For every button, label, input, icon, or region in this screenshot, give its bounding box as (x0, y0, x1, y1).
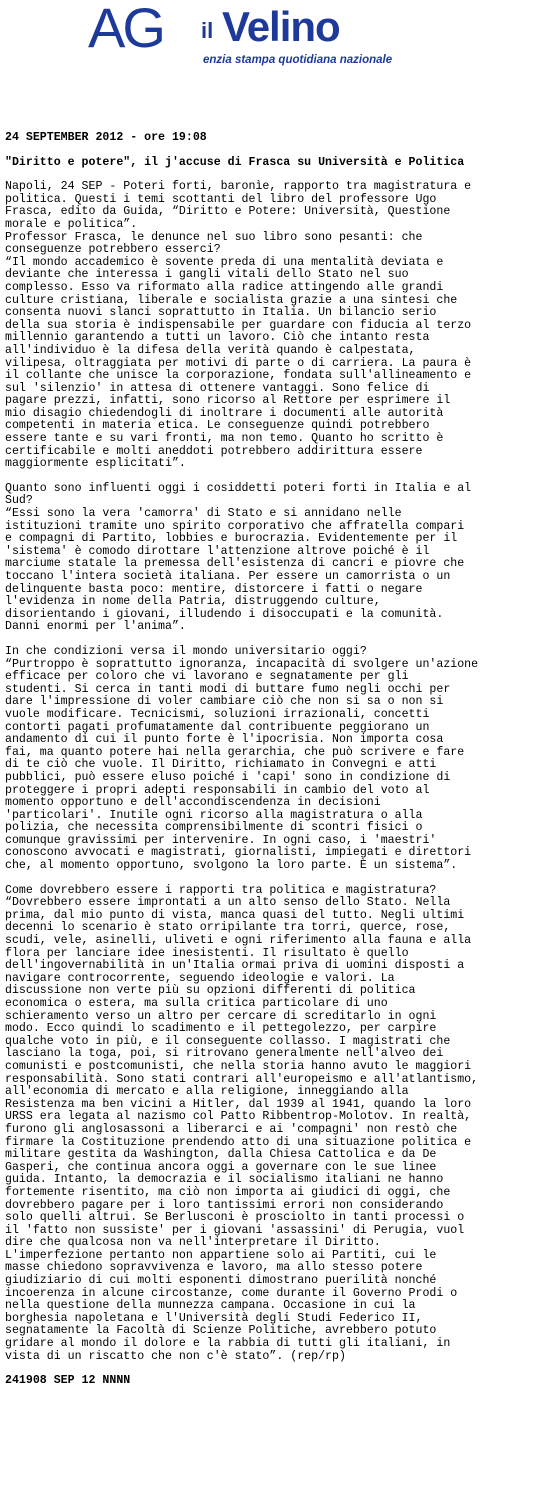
paragraph-line: nella questione della munnezza campana. Occasione in cui la (5, 1299, 416, 1313)
paragraph-line: disorientando i giovani, illudendo i disoccupati e la comunità. (5, 607, 444, 621)
paragraph-line: “Essi sono la vera 'camorra' di Stato e si annidano nelle (5, 507, 402, 521)
logo-velino-text: Velino (222, 3, 340, 50)
paragraph-line: momento opportuno e dell'accondiscendenza in decisioni (5, 796, 381, 810)
paragraph-line: millennio garantendo a tutti un lavoro. Ciò che intanto resta (5, 331, 430, 345)
paragraph-line: delinquente basta poco: mentire, distorcere i fatti o negare (5, 582, 423, 596)
paragraph-line: toccano l'intera società italiana. Per essere un camorrista o un (5, 570, 451, 583)
article-body (5, 181, 531, 1363)
article-dateline: 24 SEPTEMBER 2012 - ore 19:08 (5, 131, 207, 144)
paragraph-line: essere tante e su vari fronti, ma non temo. Quanto ho scritto è (5, 432, 444, 446)
paragraph-line: militare gestita da Washington, dalla Chiesa Cattolica e da De (5, 1148, 437, 1162)
paragraph-line: “Dovrebbero essere improntati a un alto senso dello Stato. Nella (5, 896, 451, 910)
paragraph-line: modo. Ecco quindi lo scadimento e il pettegolezzo, per carpire (5, 1022, 437, 1036)
paragraph-line: conseguenze potrebbero esserci? (5, 243, 221, 257)
paragraph-line: discussione non verte più su opzioni differenti di politica (5, 984, 416, 998)
paragraph-line: consenta nuovi slanci soprattutto in Italia. Un bilancio serio (5, 306, 437, 320)
paragraph-line: L'imperfezione pertanto non appartiene solo ai Partiti, cui le (5, 1248, 437, 1262)
paragraph-line: giudiziario di cui molti esponenti dimostrano puerilità nonché (5, 1274, 437, 1288)
paragraph-line: Danni enormi per l'anima”. (5, 620, 186, 634)
paragraph-line: pagare prezzi, infatti, sono ricorso al Rettore per esprimere il (5, 394, 451, 408)
paragraph-line: incoerenza in alcune circostanze, come durante il Governo Prodi o (5, 1286, 458, 1300)
paragraph-line: competenti in materia etica. Le conseguenze quindi potrebbero (5, 419, 430, 433)
paragraph-line: il 'fatto non sussiste' per i giovani 'assassini' di Perugia, vuol (5, 1223, 465, 1237)
paragraph-line: efficace per coloro che vi lavorano e segnatamente per gli (5, 670, 409, 684)
paragraph-line: dell'ingovernabilità in un'Italia ormai priva di uomini disposti a (5, 959, 465, 973)
paragraph-line: comunisti e postcomunisti, che nella storia hanno avuto le maggiori (5, 1059, 472, 1073)
paragraph-line: decenni lo scenario è stato orripilante tra torri, querce, rose, (5, 921, 451, 935)
paragraph-line: lasciano la toga, poi, si ritrovano generalmente nell'alveo dei (5, 1047, 444, 1061)
paragraph-line: pubblici, può essere eluso poiché i 'capi' sono in condizione di (5, 770, 451, 784)
paragraph-line: conoscono avvocati e magistrati, giornalisti, impiegati e direttori (5, 846, 472, 860)
paragraph-line: polizia, che necessita comprensibilmente di scontri fisici o (5, 821, 423, 835)
paragraph-line: vilipesa, oltraggiata per motivi di parte o di carriera. La paura è (5, 356, 472, 370)
paragraph-line: l'evidenza in nome della Patria, distruggendo culture, (5, 595, 381, 609)
paragraph-line: contorti pagati profumatamente dal contribuente peggiorano un (5, 720, 430, 734)
paragraph-line: complesso. Esso va riformato alla radice attingendo alle grandi (5, 280, 444, 294)
paragraph-line: dare l'impressione di voler cambiare ciò che non si sa o non si (5, 695, 444, 709)
paragraph-line: Resistenza ma ben vicini a Hitler, dal 1939 al 1941, quando la loro (5, 1097, 472, 1111)
paragraph-line: il collante che unisce la corporazione, fondata sull'allineamento e (5, 369, 472, 383)
paragraph-line: comunque gravissimi per intervenire. In ogni caso, i 'maestri' (5, 833, 437, 847)
paragraph-line: Professor Frasca, le denunce nel suo libro sono pesanti: che (5, 230, 423, 244)
paragraph-line: URSS era legata al nazismo col Patto Ribbentrop-Molotov. In realtà, (5, 1110, 472, 1124)
article-title: "Diritto e potere", il j'accuse di Frasca su Università e Politica (5, 155, 465, 169)
paragraph-line: e compagni di Partito, lobbies e burocrazia. Evidentemente per il (5, 532, 458, 546)
paragraph-line: istituzioni tramite uno spirito corporativo che affratella compari (5, 519, 465, 533)
paragraph-line: all'economia di mercato e alla religione, inneggiando alla (5, 1085, 409, 1099)
paragraph-line: fai, ma quanto potere hai nella gerarchia, che può scrivere e fare (5, 745, 465, 759)
paragraph-line: dire che qualcosa non va nell'interpretare il Diritto. (5, 1236, 381, 1250)
paragraph-line: mio disagio chiedendogli di inoltrare i documenti alle autorità (5, 406, 444, 420)
paragraph-line: economica o estera, ma sulla critica particolare di uno (5, 997, 388, 1010)
paragraph-line: proteggere i propri adepti responsabili in cambio del voto al (5, 783, 430, 797)
paragraph-line: della sua storia è indispensabile per guardare con fiducia al terzo (5, 318, 472, 332)
paragraph-line: qualche voto in più, e il conseguente collasso. I magistrati che (5, 1034, 451, 1048)
paragraph-line: certificabile e molti aneddoti potrebbero addirittura essere (5, 444, 423, 458)
paragraph-line: gridare al mondo il dolore e la rabbia di tutti gli italiani, in (5, 1337, 451, 1351)
paragraph-line: all'individuo è la difesa della verità quando è calpestata, (5, 343, 416, 357)
paragraph-line: furono gli anglosassoni a liberarci e ai 'compagni' non restò che (5, 1122, 458, 1136)
paragraph-line: prima, dal mio punto di vista, manca quasi del tutto. Negli ultimi (5, 908, 465, 922)
paragraph-line: che, al momento opportuno, svolgono la loro parte. È un sistema”. (5, 859, 458, 873)
paragraph-line: maggiormente esplicitati”. (5, 457, 186, 471)
paragraph-line: andamento di cui il punto forte è l'ipocrisia. Non importa cosa (5, 733, 444, 747)
paragraph-line: scudi, vele, asinelli, uliveti e ogni riferimento alla fauna e alla (5, 934, 472, 948)
paragraph-line: di te ciò che vuole. Il Diritto, richiamato in Convegni e atti (5, 758, 437, 772)
article-paragraph (5, 885, 531, 1364)
paragraph-line: Sud? (5, 494, 33, 508)
article-paragraph (5, 646, 531, 873)
paragraph-line: In che condizioni versa il mondo universitario oggi? (5, 644, 367, 658)
logo-il-text: il (201, 18, 214, 43)
paragraph-line: 'sistema' è comodo dirottare l'attenzione altrove poiché è il (5, 544, 430, 558)
paragraph-line: navigare controcorrente, seguendo ideologie e valori. La (5, 971, 395, 985)
paragraph-line: morale e politica”. (5, 217, 138, 231)
paragraph-line: politica. Questi i temi scottanti del libro del professore Ugo (5, 192, 437, 206)
paragraph-line: sul 'silenzio' in attesa di ottenere vantaggi. Sono felice di (5, 381, 430, 395)
paragraph-line: dovrebbero pagare per i loro tantissimi errori non considerando (5, 1198, 444, 1212)
paragraph-line: “Purtroppo è soprattutto ignoranza, incapacità di svolgere un'azione (5, 657, 479, 671)
paragraph-line: Napoli, 24 SEP - Poteri forti, baronìe, rapporto tra magistratura e (5, 180, 472, 194)
paragraph-line: Quanto sono influenti oggi i cosiddetti poteri forti in Italia e al (5, 481, 472, 495)
logo-tagline: enzia stampa quotidiana nazionale (203, 54, 393, 66)
agenzia-logo (88, 0, 428, 72)
paragraph-line: solo quelli altrui. Se Berlusconi è prosciolto in tanti processi o (5, 1211, 465, 1225)
paragraph-line: culture cristiana, liberale e socialista grazie a una sintesi che (5, 293, 458, 307)
article-paragraph (5, 483, 531, 634)
paragraph-line: guida. Intanto, la democrazia e il socialismo italiani ne hanno (5, 1173, 444, 1187)
paragraph-line: 'particolari'. Inutile ogni ricorso alla magistratura o alla (5, 808, 423, 822)
paragraph-line: borghesia napoletana e l'Università degli Studi Federico II, (5, 1311, 423, 1325)
paragraph-line: vista di un riscatto che non c'è stato”. (rep/rp) (5, 1349, 346, 1363)
paragraph-line: fortemente risentito, ma ciò non importa ai giudici di oggi, che (5, 1185, 451, 1199)
paragraph-line: marciume statale la premessa dell'esistenza di cancri e piovre che (5, 557, 465, 571)
paragraph-line: masse chiedono sopravvivenza e lavoro, ma allo stesso potere (5, 1261, 423, 1275)
logo-ag-text: AG (88, 0, 163, 59)
article-footer-code: 241908 SEP 12 NNNN (5, 1374, 131, 1388)
paragraph-line: deviante che interessa i gangli vitali dello Stato nel suo (5, 268, 409, 282)
article (5, 132, 531, 1388)
paragraph-line: flora per lanciare idee inesistenti. Il risultato è quello (5, 946, 409, 960)
paragraph-line: responsabilità. Sono stati contrari all'europeismo e all'atlantismo, (5, 1072, 479, 1086)
paragraph-line: firmare la Costituzione prendendo atto di una situazione politica e (5, 1135, 472, 1149)
paragraph-line: schieramento verso un altro per cercare di screditarlo in ogni (5, 1009, 437, 1023)
paragraph-line: studenti. Si cerca in tanti modi di buttare fumo negli occhi per (5, 682, 451, 696)
paragraph-line: Come dovrebbero essere i rapporti tra politica e magistratura? (5, 883, 437, 897)
article-paragraph (5, 181, 531, 471)
paragraph-line: “Il mondo accademico è sovente preda di una mentalità deviata e (5, 255, 444, 269)
paragraph-line: Frasca, edito da Guida, “Diritto e Potere: Università, Questione (5, 205, 451, 219)
paragraph-line: vuole modificare. Tecnicismi, soluzioni irrazionali, concetti (5, 707, 430, 721)
paragraph-line: segnatamente la Facoltà di Scienze Politiche, avrebbero potuto (5, 1324, 437, 1338)
paragraph-line: Gasperi, che continua ancora oggi a governare con le sue linee (5, 1160, 437, 1174)
